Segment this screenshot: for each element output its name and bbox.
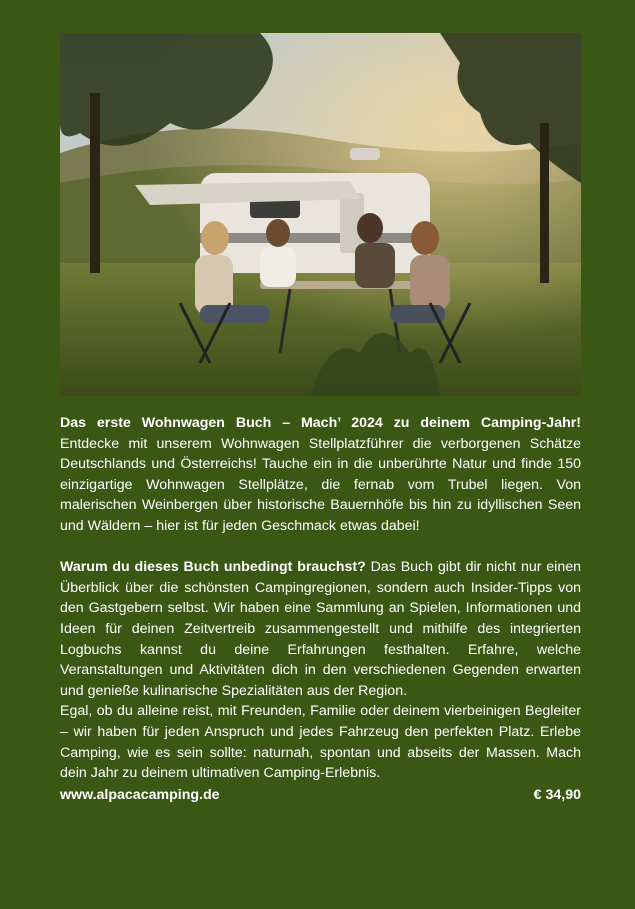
- camping-photo-illustration: [60, 33, 581, 396]
- back-cover-text: [60, 413, 581, 784]
- footer: [60, 787, 581, 803]
- intro-body: Entdecke mit unserem Wohnwagen Stellplatzführer die verborgenen Schätze Deutschlands und Österreichs! Tauche ein in die unberührte Natur und finde 150 einzigartige Wohnwagen Stellplätze, die fernab vom Trubel liegen. Von malerischen Weinbergen über historische Bauernhöfe bis hin zu idyllischen Seen und Wäldern – hier ist für jeden Geschmack etwas dabei!: [60, 435, 581, 534]
- intro-paragraph: [60, 413, 581, 537]
- website-link[interactable]: www.alpacacamping.de: [60, 787, 220, 803]
- why-paragraph-2: [60, 701, 581, 783]
- intro-heading: Das erste Wohnwagen Buch – Mach’ 2024 zu deinem Camping-Jahr!: [60, 415, 581, 431]
- why-body: Das Buch gibt dir nicht nur einen Überblick über die schönsten Campingregionen, sondern auch Insider-Tipps von den Gastgebern selbst. Wir haben eine Sammlung an Spielen, Informationen und Ideen für deinen Zeitvertreib zusammengestellt und mithilfe des integrierten Logbuchs kannst du deine Erfahrungen festhalten. Erfahre, welche Veranstaltungen und Aktivitäten dich in den verschiedenen Gegenden erwarten und genieße kulinarische Spezialitäten aus der Region.: [60, 559, 581, 699]
- cover-photo: [60, 33, 581, 396]
- why-paragraph: [60, 557, 581, 701]
- price-label: € 34,90: [533, 787, 581, 803]
- why-body-2: Egal, ob du alleine reist, mit Freunden, Familie oder deinem vierbeinigen Begleiter – wir haben für jeden Anspruch und jedes Fahrzeug den perfekten Platz. Erlebe Camping, wie es sein sollte: naturnah, spontan und abseits der Massen. Mach dein Jahr zu deinem ultimativen Camping-Erlebnis.: [60, 703, 581, 782]
- why-heading: Warum du dieses Buch unbedingt brauchst?: [60, 559, 366, 576]
